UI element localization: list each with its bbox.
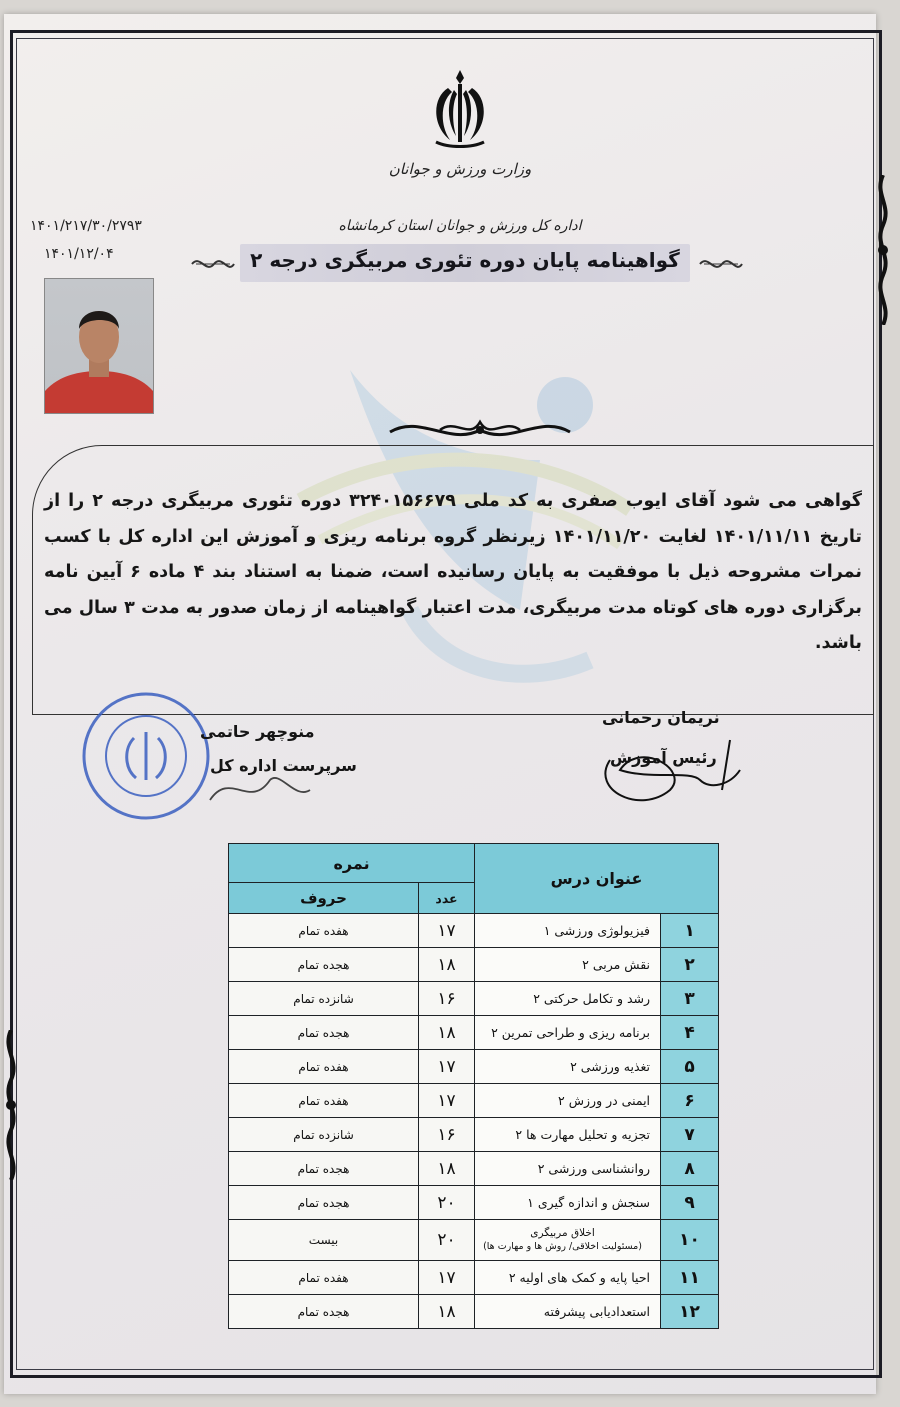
row-number: ۴ [661, 1016, 719, 1050]
course-title: سنجش و اندازه گیری ۱ [475, 1186, 661, 1220]
title-flourish-right-icon [698, 252, 744, 276]
score-numeric: ۱۷ [419, 914, 475, 948]
row-number: ۶ [661, 1084, 719, 1118]
issue-date: ۱۴۰۱/۱۲/۰۴ [44, 246, 114, 262]
score-words: هفده تمام [229, 1050, 419, 1084]
table-row [229, 1118, 719, 1152]
header-grade: نمره [229, 844, 475, 883]
training-head-title: رئیس آموزش [610, 748, 717, 767]
course-subtitle: (مسئولیت اخلاقی/ روش ها و مهارت ها) [483, 1241, 642, 1252]
table-row [229, 1152, 719, 1186]
course-title: اخلاق مربیگری [530, 1227, 595, 1239]
title-flourish-left-icon [190, 252, 236, 276]
row-number: ۷ [661, 1118, 719, 1152]
right-ornament-icon [872, 175, 894, 325]
director-title: سرپرست اداره کل [210, 756, 357, 775]
score-words: هجده تمام [229, 1186, 419, 1220]
score-numeric: ۱۷ [419, 1050, 475, 1084]
table-row [229, 948, 719, 982]
table-row [229, 1261, 719, 1295]
course-title: استعدادیابی پیشرفته [475, 1295, 661, 1329]
official-stamp-icon [78, 688, 214, 824]
row-number: ۱ [661, 914, 719, 948]
course-title: ایمنی در ورزش ۲ [475, 1084, 661, 1118]
score-words: شانزده تمام [229, 1118, 419, 1152]
score-words: هجده تمام [229, 948, 419, 982]
row-number: ۱۰ [661, 1220, 719, 1261]
course-title-cell [475, 1220, 661, 1261]
table-row [229, 1220, 719, 1261]
training-head-name: نریمان رحمانی [602, 708, 720, 727]
score-numeric: ۱۶ [419, 1118, 475, 1152]
score-numeric: ۱۸ [419, 1152, 475, 1186]
score-words: هجده تمام [229, 1152, 419, 1186]
score-words: شانزده تمام [229, 982, 419, 1016]
header-words: حروف [229, 883, 419, 914]
score-numeric: ۱۷ [419, 1261, 475, 1295]
course-title: احیا پایه و کمک های اولیه ۲ [475, 1261, 661, 1295]
score-numeric: ۱۸ [419, 1016, 475, 1050]
score-words: هجده تمام [229, 1016, 419, 1050]
score-numeric: ۲۰ [419, 1220, 475, 1261]
certificate-body: گواهی می شود آقای ایوب صفری به کد ملی ۳۲۴۰۱۵۶۶۷۹ دوره تئوری مربیگری درجه ۲ را از تاریخ ۱۴۰۱/۱۱/۱۱ لغایت ۱۴۰۱/۱۱/۲۰ زیرنظر گروه برنامه ریزی و آموزش این اداره کل با کسب نمرات مشروحه ذیل با موفقیت به پایان رسانیده است، ضمنا به استناد بند ۴ ماده ۶ آیین نامه برگزاری دوره های کوتاه مدت مربیگری، مدت اعتبار گواهینامه از زمان صدور به مدت ۳ سال می باشد. [44, 491, 862, 653]
holder-photo [44, 278, 154, 414]
portrait-icon [45, 279, 153, 413]
course-title: برنامه ریزی و طراحی تمرین ۲ [475, 1016, 661, 1050]
table-row [229, 982, 719, 1016]
certificate-title: گواهینامه پایان دوره تئوری مربیگری درجه ۲ [250, 248, 680, 272]
reference-number: ۱۴۰۱/۲۱۷/۳۰/۲۷۹۳ [30, 218, 142, 234]
score-words: هجده تمام [229, 1295, 419, 1329]
score-numeric: ۲۰ [419, 1186, 475, 1220]
table-row [229, 914, 719, 948]
score-numeric: ۱۶ [419, 982, 475, 1016]
score-words: هفده تمام [229, 1261, 419, 1295]
divider-ornament-icon [380, 410, 580, 450]
course-title: تغذیه ورزشی ۲ [475, 1050, 661, 1084]
course-title: تجزیه و تحلیل مهارت ها ۲ [475, 1118, 661, 1152]
department-name: اداره کل ورزش و جوانان استان کرمانشاه [338, 218, 582, 234]
row-number: ۵ [661, 1050, 719, 1084]
row-number: ۹ [661, 1186, 719, 1220]
iran-emblem-icon [418, 64, 502, 150]
table-row [229, 1084, 719, 1118]
ministry-name: وزارت ورزش و جوانان [388, 160, 532, 178]
row-number: ۱۲ [661, 1295, 719, 1329]
director-name: منوچهر حاتمی [200, 722, 315, 741]
header-numeric: عدد [419, 883, 475, 914]
score-words: بیست [229, 1220, 419, 1261]
grades-table [228, 843, 719, 1329]
table-row [229, 1050, 719, 1084]
score-numeric: ۱۸ [419, 1295, 475, 1329]
header-course-title: عنوان درس [475, 844, 719, 914]
table-row [229, 1295, 719, 1329]
table-row [229, 1016, 719, 1050]
score-words: هفده تمام [229, 914, 419, 948]
course-title: نقش مربی ۲ [475, 948, 661, 982]
table-row [229, 1186, 719, 1220]
score-words: هفده تمام [229, 1084, 419, 1118]
score-numeric: ۱۸ [419, 948, 475, 982]
course-title: روانشناسی ورزشی ۲ [475, 1152, 661, 1186]
row-number: ۳ [661, 982, 719, 1016]
row-number: ۲ [661, 948, 719, 982]
row-number: ۱۱ [661, 1261, 719, 1295]
signature-right-icon [580, 700, 760, 820]
left-ornament-icon [0, 1030, 22, 1180]
course-title: فیزیولوژی ورزشی ۱ [475, 914, 661, 948]
row-number: ۸ [661, 1152, 719, 1186]
course-title: رشد و تکامل حرکتی ۲ [475, 982, 661, 1016]
score-numeric: ۱۷ [419, 1084, 475, 1118]
signature-left-icon [200, 760, 320, 820]
